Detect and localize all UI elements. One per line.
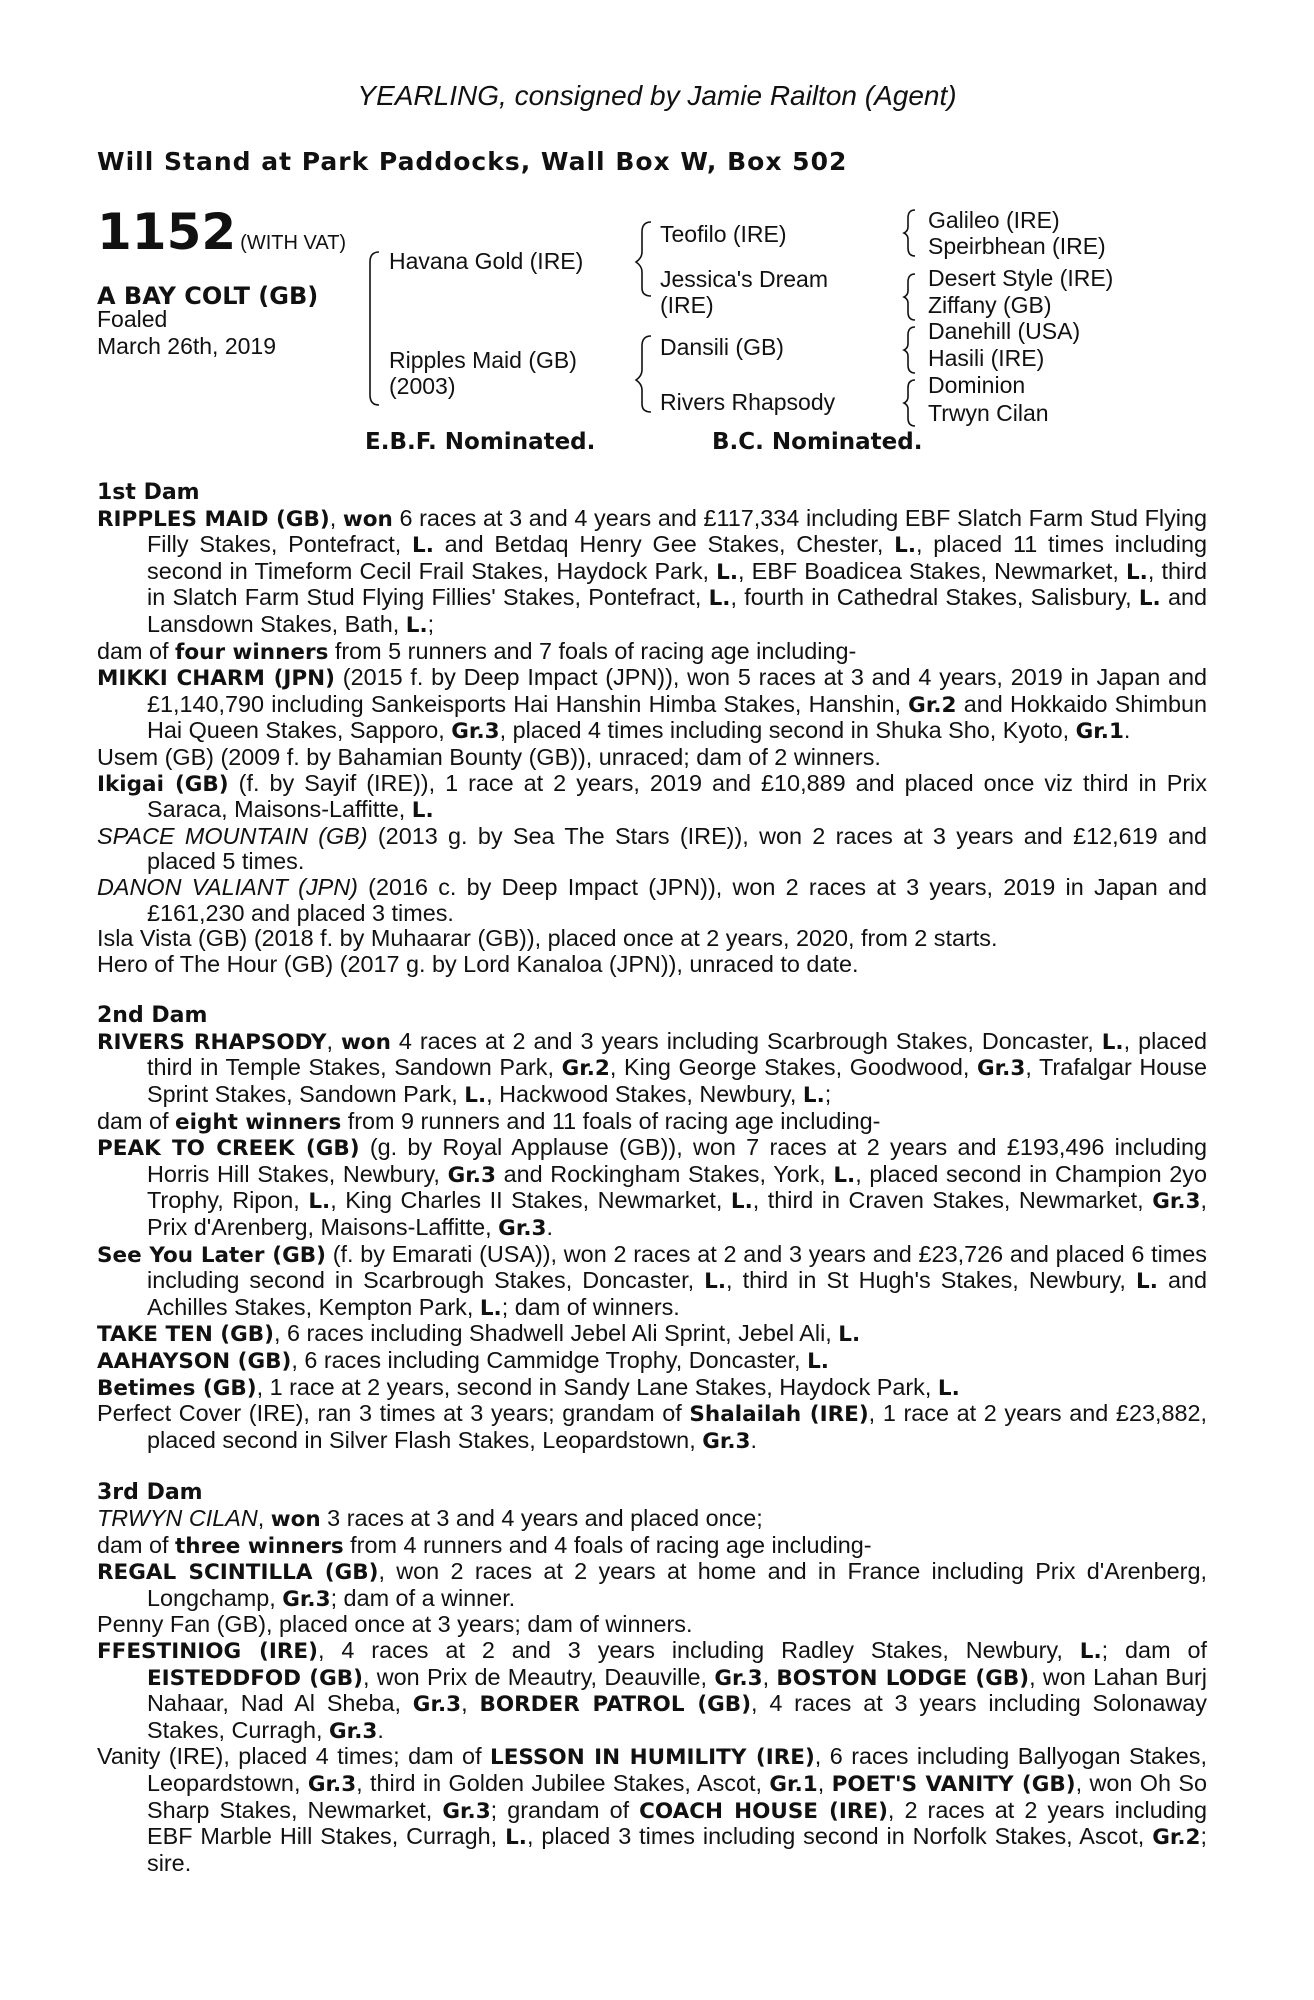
third-dam-intro (97, 1506, 1207, 1533)
text-run: ; dam of a winner. (330, 1584, 516, 1611)
text-run: , won Oh So Sharp Stakes, Newmarket, (147, 1769, 1207, 1823)
brace-dansili (904, 327, 915, 373)
text-run: (f. by Emarati (USA)), won 2 races at 2 and 3 years and £23,726 and placed 6 times including second in Scarbrough Stakes, Doncaster, (147, 1240, 1207, 1294)
lot-title: A BAY COLT (GB) (97, 282, 319, 310)
second-dam-heading: 2nd Dam (97, 1003, 208, 1029)
text-run: . (546, 1214, 553, 1241)
second-dam-intro (97, 1029, 1207, 1109)
text-run: ; grandam of (490, 1796, 640, 1823)
text-run: dam of (97, 1107, 176, 1134)
sale-subtitle: YEARLING, consigned by Jamie Railton (Agent) (357, 80, 957, 111)
bold-text: L. (894, 533, 916, 559)
bold-text: Gr.3 (702, 1428, 751, 1454)
text-run: . (377, 1716, 384, 1743)
produce-entry (97, 824, 1207, 875)
text-run: (2013 g. by Sea The Stars (IRE)), won 2 races at 3 years and £12,619 and placed 5 times. (147, 822, 1207, 875)
text-run: , Hackwood Stakes, Newbury, (486, 1081, 803, 1108)
pedigree-sdd: Ziffany (GB) (928, 292, 1052, 318)
bold-text: EISTEDDFOD (GB) (147, 1665, 363, 1691)
brace-jessicas-dream (904, 274, 915, 320)
text-run: ; dam of (1101, 1636, 1207, 1663)
first-dam-dam-of (97, 639, 1207, 666)
text-run: , Prix d'Arenberg, Maisons-Laffitte, (147, 1187, 1207, 1241)
lot-number-value: 1152 (97, 203, 237, 261)
bold-text: L. (405, 612, 428, 638)
bold-text: eight winners (175, 1109, 342, 1135)
text-run: , Trafalgar House Sprint Stakes, Sandown Park, (147, 1054, 1207, 1108)
text-run: , 6 races including Shadwell Jebel Ali Sprint, Jebel Ali, (274, 1320, 839, 1347)
text-run: and Achilles Stakes, Kempton Park, (147, 1267, 1207, 1320)
bold-text: Gr.3 (498, 1216, 547, 1242)
bold-text: Shalailah (IRE) (689, 1402, 869, 1428)
text-run: , King Charles II Stakes, Newmarket, (330, 1187, 731, 1214)
produce-entry (97, 926, 1207, 952)
first-dam-produce (97, 665, 1207, 977)
text-run: ; (824, 1081, 832, 1108)
text-run: , EBF Boadicea Stakes, Newmarket, (738, 557, 1126, 584)
bold-text: See You Later (GB) (97, 1242, 326, 1268)
text-run: dam of (97, 637, 176, 664)
text-run: Penny Fan (GB), placed once at 3 years; dam of winners. (97, 1611, 693, 1638)
bold-text: four winners (175, 639, 329, 665)
text-run: , (257, 1504, 271, 1531)
text-run: 4 races at 2 and 3 years including Scarbrough Stakes, Doncaster, (390, 1027, 1102, 1054)
bold-text: BORDER PATROL (GB) (479, 1692, 752, 1718)
bold-text: MIKKI CHARM (JPN) (97, 666, 336, 692)
text-run: Hero of The Hour (GB) (2017 g. by Lord Kanaloa (JPN)), unraced to date. (97, 950, 859, 977)
bold-text: won (270, 1506, 321, 1532)
text-run: , won 2 races at 2 years at home and in France including Prix d'Arenberg, Longchamp, (147, 1558, 1207, 1611)
text-run: 3 races at 3 and 4 years and placed once; (320, 1504, 763, 1531)
pedigree-dds: Dominion (928, 372, 1026, 398)
bold-text: REGAL SCINTILLA (GB) (97, 1560, 379, 1586)
produce-entry (97, 952, 1207, 978)
text-run: , won Lahan Burj Nahaar, Nad Al Sheba, (147, 1663, 1208, 1717)
bold-text: Gr.3 (714, 1665, 763, 1691)
text-run: , placed 3 times including second in Norfolk Stakes, Ascot, (526, 1823, 1153, 1850)
text-run: (2016 c. by Deep Impact (JPN)), won 2 races at 3 years, 2019 in Japan and £161,230 and placed 3 times. (147, 873, 1207, 926)
pedigree-sire: Havana Gold (IRE) (389, 248, 584, 274)
text-run: (f. by Sayif (IRE)), 1 race at 2 years, 2019 and £10,889 and placed once viz third in Prix Saraca, Maisons-Laffitte, (147, 769, 1207, 823)
text-run: , (461, 1690, 480, 1717)
text-run: , won Prix de Meautry, Deauville, (362, 1663, 715, 1690)
bold-text: L. (730, 1189, 753, 1215)
text-run: (g. by Royal Applause (GB)), won 7 races at 2 years and £193,496 including Horris Hill Stakes, Newbury, (147, 1134, 1208, 1187)
produce-entry (97, 1612, 1207, 1638)
stand-location: Will Stand at Park Paddocks, Wall Box W, Box 502 (97, 147, 848, 176)
produce-entry (97, 1135, 1207, 1241)
bold-text: Gr.3 (307, 1771, 357, 1797)
pedigree-dsd: Hasili (IRE) (928, 345, 1045, 371)
bold-text: won (342, 506, 393, 532)
brace-teofilo (904, 210, 915, 256)
text-run: and Hokkaido Shimbun Hai Queen Stakes, Sapporo, (147, 690, 1207, 744)
text-run: ; sire. (147, 1823, 1207, 1876)
text-run: . (750, 1426, 757, 1453)
text-run: Isla Vista (GB) (2018 f. by Muhaarar (GB)), placed once at 2 years, 2020, from 2 starts. (97, 925, 998, 952)
bold-text: L. (1138, 586, 1161, 612)
pedigree-ssd: Speirbhean (IRE) (928, 233, 1106, 259)
bc-nominated: B.C. Nominated. (712, 429, 923, 455)
produce-entry (97, 1559, 1207, 1612)
text-run: Usem (GB) (2009 f. by Bahamian Bounty (GB)), unraced; dam of 2 winners. (97, 743, 881, 770)
bold-text: L. (1125, 559, 1148, 585)
catalogue-body (97, 480, 1207, 1876)
bold-text: Betimes (GB) (97, 1375, 257, 1401)
bold-text: Gr.1 (1075, 719, 1124, 745)
second-dam-produce (97, 1135, 1207, 1454)
text-run: , (762, 1663, 777, 1690)
bold-text: L. (838, 1322, 861, 1348)
bold-text: L. (479, 1295, 502, 1321)
bold-text: L. (1079, 1638, 1102, 1664)
text-run: . (1123, 717, 1131, 744)
pedigree-dam-dam: Rivers Rhapsody (660, 389, 836, 415)
text-run: Perfect Cover (IRE), ran 3 times at 3 years; grandam of (97, 1400, 690, 1427)
bold-text: L. (802, 1083, 825, 1109)
pedigree-ddd: Trwyn Cilan (928, 400, 1049, 426)
pedigree-sds: Desert Style (IRE) (928, 265, 1114, 291)
produce-entry (97, 875, 1207, 926)
bold-text: L. (937, 1375, 960, 1401)
produce-entry (97, 1401, 1207, 1454)
text-run: , placed third in Temple Stakes, Sandown Park, (147, 1027, 1208, 1081)
bold-text: Gr.3 (447, 1162, 496, 1188)
second-dam-dam-of (97, 1109, 1207, 1136)
produce-entry (97, 1638, 1207, 1744)
bold-text: Gr.3 (977, 1056, 1026, 1082)
bold-text: Gr.1 (769, 1771, 818, 1797)
bold-text: L. (833, 1162, 856, 1188)
bold-text: TAKE TEN (GB) (97, 1322, 274, 1348)
produce-entry (97, 745, 1207, 771)
text-run: Vanity (IRE), placed 4 times; dam of (97, 1743, 491, 1770)
produce-entry (97, 665, 1207, 745)
pedigree-dam-year: (2003) (389, 373, 456, 399)
produce-entry (97, 1242, 1207, 1322)
foaled-date: March 26th, 2019 (97, 333, 277, 359)
italic-text: TRWYN CILAN (97, 1504, 258, 1531)
first-dam-intro (97, 506, 1207, 639)
bold-text: RIPPLES MAID (GB) (97, 506, 330, 532)
text-run: 6 races at 3 and 4 years and £117,334 including EBF Slatch Farm Stud Flying Filly Stakes, Pontefract, (147, 504, 1208, 558)
text-run: , third in Golden Jubilee Stakes, Ascot, (356, 1769, 770, 1796)
text-run: , 2 races at 2 years including EBF Marble Hill Stakes, Curragh, (147, 1796, 1207, 1850)
text-run: , 4 races at 3 years including Solonaway Stakes, Curragh, (147, 1690, 1207, 1743)
text-run: , (329, 504, 343, 531)
bold-text: Gr.2 (561, 1056, 610, 1082)
bold-text: Gr.3 (329, 1718, 378, 1744)
bold-text: L. (412, 533, 434, 559)
third-dam-produce (97, 1559, 1207, 1876)
text-run: , 1 race at 2 years and £23,882, placed second in Silver Flash Stakes, Leopardstown, (147, 1400, 1207, 1453)
text-run: (2015 f. by Deep Impact (JPN)), won 5 races at 3 and 4 years, 2019 in Japan and £1,140,790 including Sankeisports Hai Hanshin Himba Stakes, Hanshin, (147, 664, 1208, 717)
second-dam-section (97, 1003, 1207, 1454)
produce-entry (97, 1321, 1207, 1348)
produce-entry (97, 1375, 1207, 1402)
text-run: , 6 races including Cammidge Trophy, Doncaster, (291, 1347, 808, 1373)
bold-text: Gr.2 (1152, 1825, 1201, 1851)
produce-entry (97, 1744, 1207, 1876)
pedigree-sire-dam-name: Jessica's Dream (660, 266, 828, 292)
bold-text: L. (464, 1083, 487, 1109)
bold-text: Gr.3 (442, 1798, 491, 1824)
text-run: , third in Craven Stakes, Newmarket, (752, 1187, 1153, 1214)
bold-text: L. (308, 1189, 331, 1215)
bold-text: L. (704, 1269, 727, 1295)
text-run: from 9 runners and 11 foals of racing age including- (341, 1107, 881, 1134)
text-run: , third in Slatch Farm Stud Flying Fillies' Stakes, Pontefract, (147, 557, 1207, 611)
text-run: ; dam of winners. (501, 1293, 680, 1320)
text-run: dam of (97, 1531, 176, 1558)
pedigree-sire-sire: Teofilo (IRE) (660, 221, 787, 247)
brace-sire-dam (370, 252, 379, 405)
brace-dam-parents (636, 336, 651, 412)
bold-text: L. (1101, 1029, 1124, 1055)
pedigree-dam-sire: Dansili (GB) (660, 334, 784, 360)
text-run: , (326, 1027, 341, 1054)
pedigree-sire-dam-suffix: (IRE) (660, 292, 714, 318)
bold-text: Gr.3 (451, 719, 500, 745)
produce-entry (97, 1348, 1207, 1375)
brace-rivers-rhapsody (904, 380, 915, 426)
bold-text: AAHAYSON (GB) (97, 1349, 292, 1374)
bold-text: L. (708, 586, 731, 612)
bold-text: L. (716, 559, 739, 585)
italic-text: SPACE MOUNTAIN (GB) (97, 822, 368, 849)
bold-text: Gr.3 (1152, 1189, 1201, 1215)
text-run: from 4 runners and 4 foals of racing age including- (343, 1531, 872, 1558)
text-run: , 4 races at 2 and 3 years including Radley Stakes, Newbury, (317, 1636, 1080, 1663)
text-run: , King George Stakes, Goodwood, (609, 1054, 977, 1081)
text-run: , fourth in Cathedral Stakes, Salisbury, (730, 584, 1139, 611)
bold-text: won (340, 1029, 391, 1055)
text-run: and Betdaq Henry Gee Stakes, Chester, (433, 531, 895, 558)
italic-text: DANON VALIANT (JPN) (97, 873, 358, 900)
bold-text: PEAK TO CREEK (GB) (97, 1136, 360, 1162)
foaled-label: Foaled (97, 306, 168, 332)
produce-entry (97, 771, 1207, 824)
pedigree-braces (0, 0, 1314, 460)
bold-text: L. (1136, 1269, 1158, 1295)
bold-text: FFESTINIOG (IRE) (97, 1638, 318, 1664)
bold-text: Gr.2 (908, 692, 957, 718)
bold-text: BOSTON LODGE (GB) (776, 1665, 1030, 1691)
third-dam-section (97, 1480, 1207, 1876)
text-run: ; (427, 610, 435, 637)
bold-text: POET'S VANITY (GB) (831, 1771, 1076, 1797)
text-run: , 6 races including Ballyogan Stakes, Leopardstown, (147, 1743, 1207, 1796)
bold-text: Gr.3 (412, 1692, 462, 1718)
third-dam-heading: 3rd Dam (97, 1480, 203, 1506)
bold-text: L. (505, 1825, 527, 1851)
ebf-nominated: E.B.F. Nominated. (365, 429, 596, 455)
pedigree-sss: Galileo (IRE) (928, 207, 1060, 233)
pedigree-dss: Danehill (USA) (928, 318, 1081, 344)
text-run: , third in St Hugh's Stakes, Newbury, (726, 1267, 1137, 1294)
text-run: , placed 4 times including second in Shuka Sho, Kyoto, (499, 717, 1076, 744)
text-run: and Rockingham Stakes, York, (495, 1160, 834, 1187)
text-run: , placed 11 times including second in Timeform Cecil Frail Stakes, Haydock Park, (147, 531, 1207, 584)
bold-text: L. (411, 798, 434, 824)
text-run: and Lansdown Stakes, Bath, (147, 584, 1208, 637)
bold-text: Ikigai (GB) (97, 771, 229, 797)
bold-text: Gr.3 (282, 1586, 331, 1612)
text-run: from 5 runners and 7 foals of racing age including- (328, 637, 857, 664)
first-dam-heading: 1st Dam (97, 480, 200, 505)
pedigree-dam-name: Ripples Maid (GB) (389, 347, 577, 373)
vat-label: (WITH VAT) (240, 232, 347, 254)
bold-text: RIVERS RHAPSODY (97, 1029, 327, 1055)
first-dam-section (97, 480, 1207, 977)
text-run: , (817, 1769, 832, 1796)
bold-text: LESSON IN HUMILITY (IRE) (490, 1745, 815, 1771)
text-run: , 1 race at 2 years, second in Sandy Lane Stakes, Haydock Park, (256, 1373, 938, 1400)
third-dam-dam-of (97, 1533, 1207, 1560)
brace-sire-parents (636, 222, 651, 296)
text-run: , placed second in Champion 2yo Trophy, Ripon, (147, 1160, 1207, 1214)
bold-text: L. (807, 1349, 829, 1374)
bold-text: COACH HOUSE (IRE) (639, 1798, 888, 1824)
bold-text: three winners (175, 1533, 344, 1559)
